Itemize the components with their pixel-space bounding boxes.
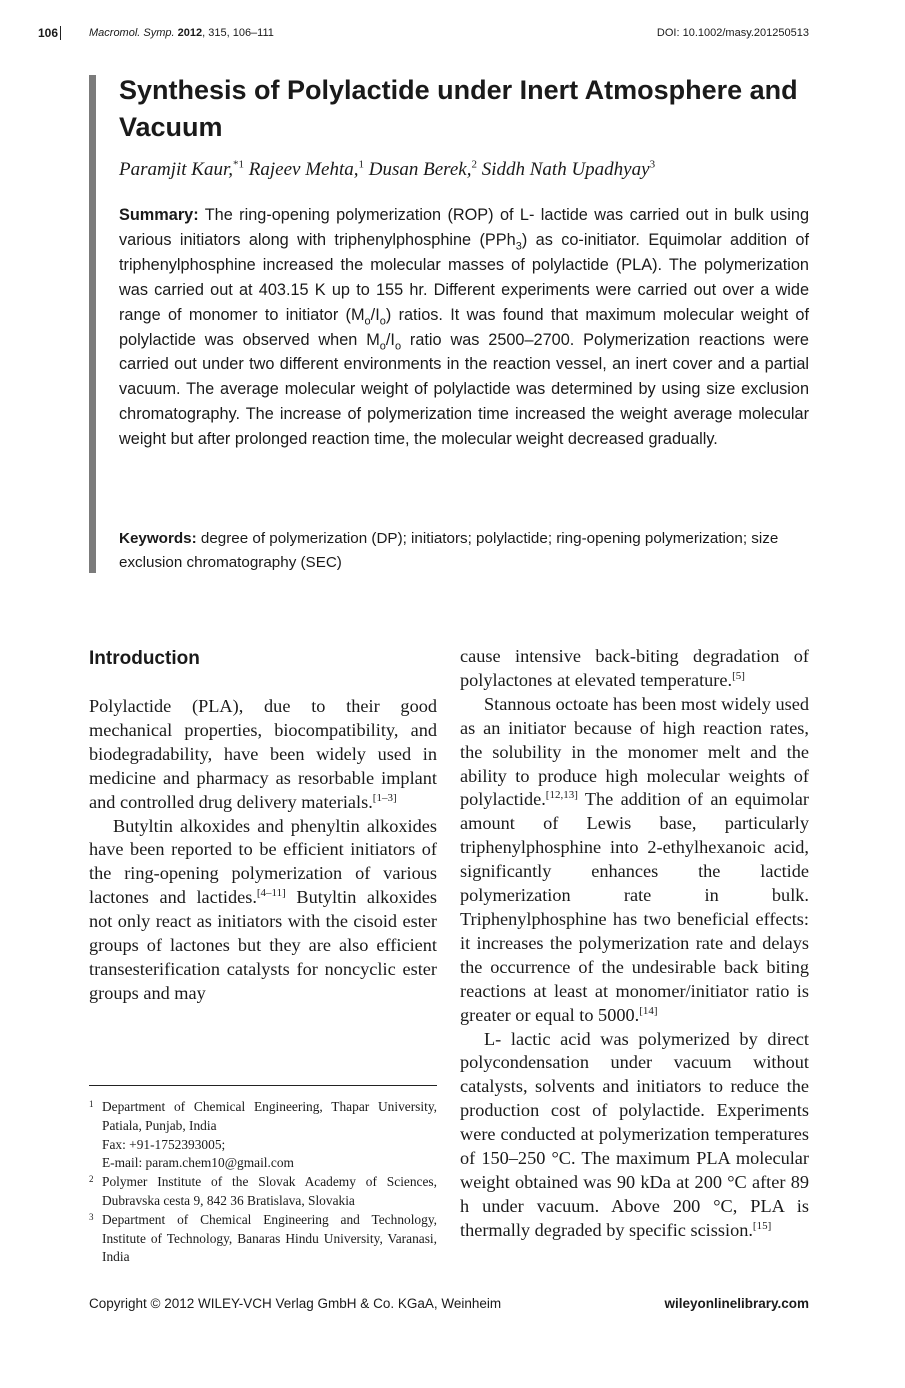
left-column <box>89 645 437 1006</box>
paragraph-text: The addition of an equimolar amount of Lewis base, particularly triphenylphosphine into 2-ethylhexanoic acid, significantly enhances the lactide polymerization rate in bulk. Triphenylphosphine has two beneficial effects: it increases the polymerization rate and delays the occurrence of the undesirable back biting reactions at least at monomer/initiator ratio is greater or equal to 5000. <box>460 789 809 1025</box>
paragraph-text: Polylactide (PLA), due to their good mechanical properties, biocompatibility, and biodegradability, have been widely used in medicine and pharmacy as resorbable implant and controlled drug delivery materials. <box>89 696 437 812</box>
running-header <box>0 26 905 46</box>
footnote-number: 3 <box>89 1211 94 1222</box>
footnote-fax: Fax: +91-1752393005; <box>102 1136 226 1152</box>
author-affiliation: 3 <box>649 158 656 171</box>
footnote-text: Department of Chemical Engineering and Technology, Institute of Technology, Banaras Hindu University, Varanasi, India <box>102 1211 437 1265</box>
right-column <box>460 645 809 1243</box>
doi: DOI: 10.1002/masy.201250513 <box>656 27 809 39</box>
author-list <box>119 159 819 181</box>
journal-citation <box>89 27 274 39</box>
citation-ref: [4–11] <box>256 887 286 900</box>
footnote <box>89 1173 437 1211</box>
citation-ref: [14] <box>639 1004 658 1017</box>
summary-label: Summary: <box>119 206 199 224</box>
keywords-text: degree of polymerization (DP); initiators; polylactide; ring-opening polymerization; size exclusion chromatography (SEC) <box>119 530 779 571</box>
author-affiliation: 1 <box>358 158 365 171</box>
footnote-text: Polymer Institute of the Slovak Academy of Sciences, Dubravska cesta 9, 842 36 Bratislava, Slovakia <box>102 1174 437 1208</box>
citation-ref: [5] <box>732 669 745 682</box>
summary-text: /I <box>370 305 380 324</box>
journal-name: Macromol. Symp. <box>89 27 175 39</box>
footnote <box>89 1211 437 1267</box>
page-number: 106 <box>38 26 59 40</box>
citation-ref: [12,13] <box>545 789 578 802</box>
body-paragraph <box>460 1028 809 1243</box>
author-name: Siddh Nath Upadhyay <box>481 159 650 180</box>
paragraph-text: Stannous octoate has been most widely used as an initiator because of high reaction rates, the solubility in the monomer melt and the ability to produce high molecular weights of polylactide. <box>460 693 809 810</box>
footnote-number: 1 <box>89 1099 94 1109</box>
summary-text: ) as co-initiator. Equimolar addition of triphenylphosphine increased the molecular masses of polylactide (PLA). The polymerization was carried out at 403.15 K up to 155 hr. Different experiments were carried out over a wide range of monomer to initiator (M <box>119 230 809 324</box>
affiliation-footnotes <box>89 1098 437 1267</box>
copyright-notice: Copyright © 2012 WILEY-VCH Verlag GmbH & Co. KGaA, Weinheim <box>89 1296 502 1311</box>
author-affiliation: *1 <box>233 158 245 171</box>
publisher-website: wileyonlinelibrary.com <box>664 1296 809 1311</box>
paragraph-text: Butyltin alkoxides and phenyltin alkoxides have been reported to be efficient initiators of the ring-opening polymerization of various lactones and lactides. <box>89 815 437 908</box>
author-name: Dusan Berek, <box>368 159 472 180</box>
body-paragraph <box>460 645 809 693</box>
author-name: Paramjit Kaur, <box>119 159 234 180</box>
journal-pages: , 315, 106–111 <box>202 27 274 39</box>
subscript: o <box>379 314 386 327</box>
subscript: o <box>364 314 371 327</box>
footnote-email: E-mail: param.chem10@gmail.com <box>102 1155 294 1171</box>
abstract-side-bar <box>89 75 96 573</box>
subscript: o <box>394 339 402 352</box>
section-heading-introduction: Introduction <box>89 648 200 669</box>
author-affiliation: 2 <box>471 158 477 171</box>
page-number-divider <box>60 26 61 40</box>
subscript: 3 <box>515 240 522 253</box>
summary-text: /I <box>385 330 395 349</box>
footnote <box>89 1098 437 1173</box>
keywords-label: Keywords: <box>119 530 197 547</box>
journal-year: 2012 <box>177 27 203 39</box>
citation-ref: [1–3] <box>372 791 397 804</box>
body-paragraph <box>89 815 437 1006</box>
summary-text: ) ratios. It was found that maximum molecular weight of polylactide was observed when M <box>119 305 809 349</box>
footnote-number: 2 <box>89 1174 94 1185</box>
summary-text: The ring-opening polymerization (ROP) of L- lactide was carried out in bulk using various initiators along with triphenylphosphine (PPh <box>119 206 809 249</box>
paragraph-text: cause intensive back-biting degradation of polylactones at elevated temperature. <box>460 646 809 690</box>
keywords <box>119 527 809 575</box>
paragraph-text: L- lactic acid was polymerized by direct polycondensation under vacuum without catalysts, solvents and initiators to reduce the production cost of polylactide. Experiments were conducted at polymerization temperatures of 150–250 °C. The maximum PLA molecular weight obtained was 90 kDa at 200 °C after 89 h under vacuum. Above 200 °C, PLA is thermally degraded by specific scission. <box>460 1028 809 1240</box>
citation-ref: [15] <box>752 1219 772 1232</box>
footnote-text: Department of Chemical Engineering, Thapar University, Patiala, Punjab, India <box>102 1099 437 1133</box>
article-title: Synthesis of Polylactide under Inert Atmosphere and Vacuum <box>119 75 798 142</box>
body-paragraph <box>460 693 809 1028</box>
paragraph-text: Butyltin alkoxides not only react as initiators with the cisoid ester groups of lactones but they are also efficient transesterification catalysts for noncyclic ester groups and may <box>89 887 437 1003</box>
subscript: o <box>379 339 386 352</box>
author-name: Rajeev Mehta, <box>248 159 359 180</box>
footnote-rule <box>89 1085 437 1086</box>
summary-text: ratio was 2500–2700. Polymerization reactions were carried out under two different environments in the reaction vessel, an inert cover and a partial vacuum. The average molecular weight of polylactide was determined by using size exclusion chromatography. The increase of polymerization time increased the weight average molecular weight but after prolonged reaction time, the molecular weight decreased gradually. <box>119 330 809 449</box>
abstract-summary <box>119 203 809 452</box>
body-paragraph <box>89 695 437 815</box>
